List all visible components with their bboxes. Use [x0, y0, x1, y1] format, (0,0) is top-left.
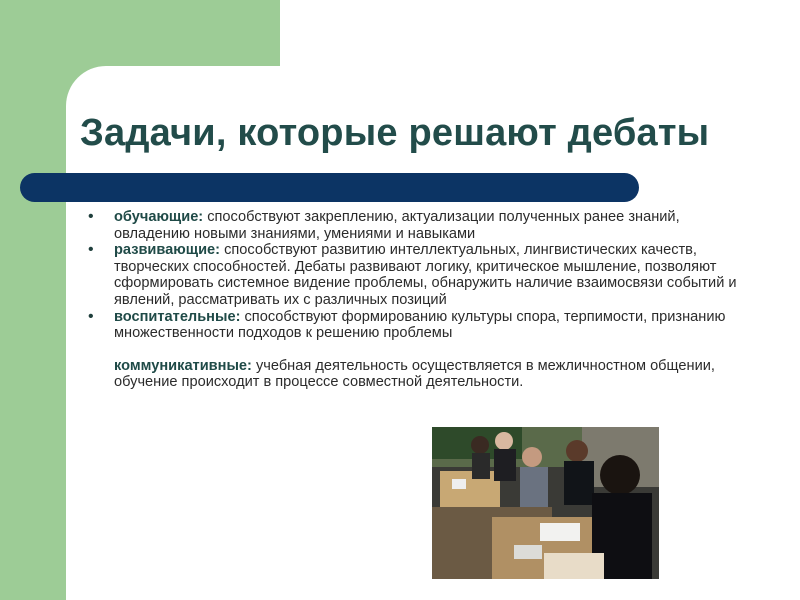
list-item-educational — [88, 209, 748, 242]
classroom-photo-illustration — [432, 427, 659, 579]
item-term: воспитательные: — [114, 308, 241, 325]
list-item-upbringing — [88, 309, 748, 342]
title-underline-bar — [20, 173, 639, 202]
slide-title: Задачи, которые решают дебаты — [80, 112, 710, 154]
item-text: способствуют закреплению, актуализации полученных ранее знаний, овладению новыми знаниями, умениями и навыками — [114, 209, 680, 242]
item-term: обучающие: — [114, 209, 204, 225]
classroom-photo — [432, 427, 659, 579]
bullet-marker: • — [88, 307, 94, 325]
item-text: способствуют развитию интеллектуальных, лингвистических качеств, творческих способностей. Дебаты развивают логику, критическое мышление, позволяют сформировать системное видение проблемы, обнаружить наличие взаимосвязи событий и явлений, рассматривать их с различных позиций — [114, 242, 737, 308]
item-term: развивающие: — [114, 242, 221, 259]
bullet-marker: • — [88, 208, 94, 225]
item-text: способствуют формированию культуры спора, терпимости, признанию множественности подходов к решению проблемы — [114, 308, 726, 342]
bullet-marker: • — [88, 241, 94, 259]
list-item-communicative — [88, 358, 748, 391]
item-term: коммуникативные: — [114, 357, 252, 374]
tasks-list — [88, 209, 748, 391]
item-text: учебная деятельность осуществляется в межличностном общении, обучение происходит в процессе совместной деятельности. — [114, 357, 715, 391]
list-item-developmental — [88, 242, 748, 308]
